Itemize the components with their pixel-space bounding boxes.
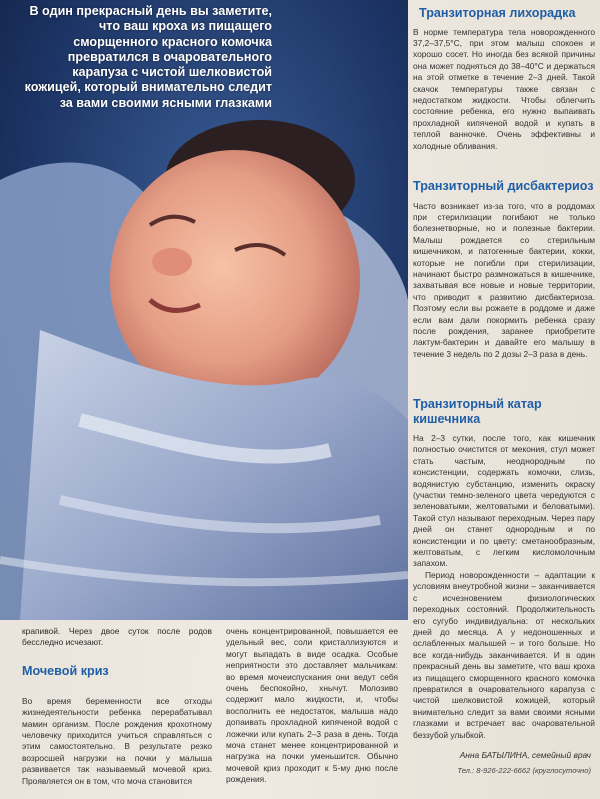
section-urinary-continued <box>226 626 398 786</box>
author-phone: Тел.: 8-926-222-6662 (круглосуточно) <box>457 766 591 775</box>
urinary-intro-text: крапивой. Через двое суток после родов бесследно исчезают. <box>22 626 212 648</box>
section-text-urinary: Во время беременности все отходы жизнедеятельности ребенка перерабатывал мамин организм. После рождения крохотному человечку приходится учиться справляться с этим самостоятельно. В результате резко возросшей нагрузки на почки у малыша развивается так называемый мочевой криз. Проявляется он в том, что моча становится <box>22 695 212 786</box>
section-urinary <box>22 626 212 787</box>
section-title-dysbacteriosis: Транзиторный дисбактериоз <box>413 179 594 193</box>
section-dysbacteriosis <box>413 179 595 360</box>
section-title-urinary: Мочевой криз <box>22 663 109 678</box>
section-fever <box>413 6 595 152</box>
section-text-urinary-continued: очень концентрированной, повышается ее удельный вес, соли кристаллизуются и могут выпадать в виде осадка. Особые неприятности это доставляет мальчикам: во время мочеиспускания они ведут себя очень беспокойно, хнычут. Молозиво содержит мало жидкости, и, чтобы восполнить ее недостаток, малыша надо допаивать прохладной кипяченой водой с ложечки или купать 2–3 раза в день. Тогда моча станет менее концентрированной и нагрузка на почки уменьшится. Обычно мочевой криз проходит к 5-му дню после рождения. <box>226 626 398 785</box>
section-catarrh <box>413 397 595 741</box>
section-text-catarrh: На 2–3 сутки, после того, как кишечник полностью очистится от мекония, стул может стать частым, неоднородным по консистенции, содержать комочки, слизь, водянистую субстанцию, изменить окраску (участки темно-зеленого цвета чередуются с зеленоватыми, желтоватыми и беловатыми). Такой стул называют переходным. Через пару дней он станет однородным и по консистенции и по цвету: сметанообразным, желтоватым, с легким кисломолочным запахом. <box>413 433 595 569</box>
photo-caption: В один прекрасный день вы заметите, что ваш кроха из пищащего сморщенного красного комочка превратился в очаровательного карапуза с чистой шелковистой кожицей, который внимательно следит за вами своими ясными глазками <box>24 4 272 110</box>
section-title-fever: Транзиторная лихорадка <box>419 6 576 20</box>
section-text-fever: В норме температура тела новорожденного 37,2–37,5°С, при этом малыш спокоен и хорошо сосет. Но иногда без всякой причины она может подняться до 38–40°С и держаться на этой отметке в течение 2–3 дней. Такой скачок температуры также связан с недостатком жидкости. Чтобы облегчить состояние ребенка, его нужно выпаивать прохладной кипяченой водой и купать в теплой ванночке. Очень эффективны и холодные обливания. <box>413 26 595 151</box>
right-column <box>413 0 595 799</box>
section-text-catarrh-conclusion: Период новорожденности – адаптации к условиям внеутробной жизни – заканчивается с исчезновением физиологических переходных состояний. Продолжительность его сугубо индивидуальна: от нескольких дней до месяца. А у недоношенных и ослабленных малышей – и того больше. Но все когда-нибудь заканчивается. И в один прекрасный день вы заметите, что ваш кроха из пищащего сморщенного красного комочка превратился в очаровательного карапуза с чистой шелковистой кожицей, который внимательно следит за вами своими ясными глазками и встречает вас очаровательной беззубой улыбкой. <box>413 569 595 740</box>
author-signature: Анна БАТЫЛИНА, семейный врач <box>459 750 591 760</box>
section-title-catarrh: Транзиторный катар кишечника <box>413 397 542 426</box>
section-text-dysbacteriosis: Часто возникает из-за того, что в роддомах при стерилизации погибают не только болезнетворные, но и полезные бактерии. Малыш рождается со стерильным кишечником, и патогенные бактерии, кокки, которые не погибли при стерилизации, начинают быстро размножаться в кишечнике, захватывая все новые и новые территории, что приводит к развитию дисбактериоза. Поэтому если вы рожаете в роддоме и даже если вам дали покормить ребенка сразу после рождения, заранее приобретите лактум-бактерин и давайте его малышу в течение 3 недель по 2 дозы 2–3 раза в день. <box>413 200 595 359</box>
